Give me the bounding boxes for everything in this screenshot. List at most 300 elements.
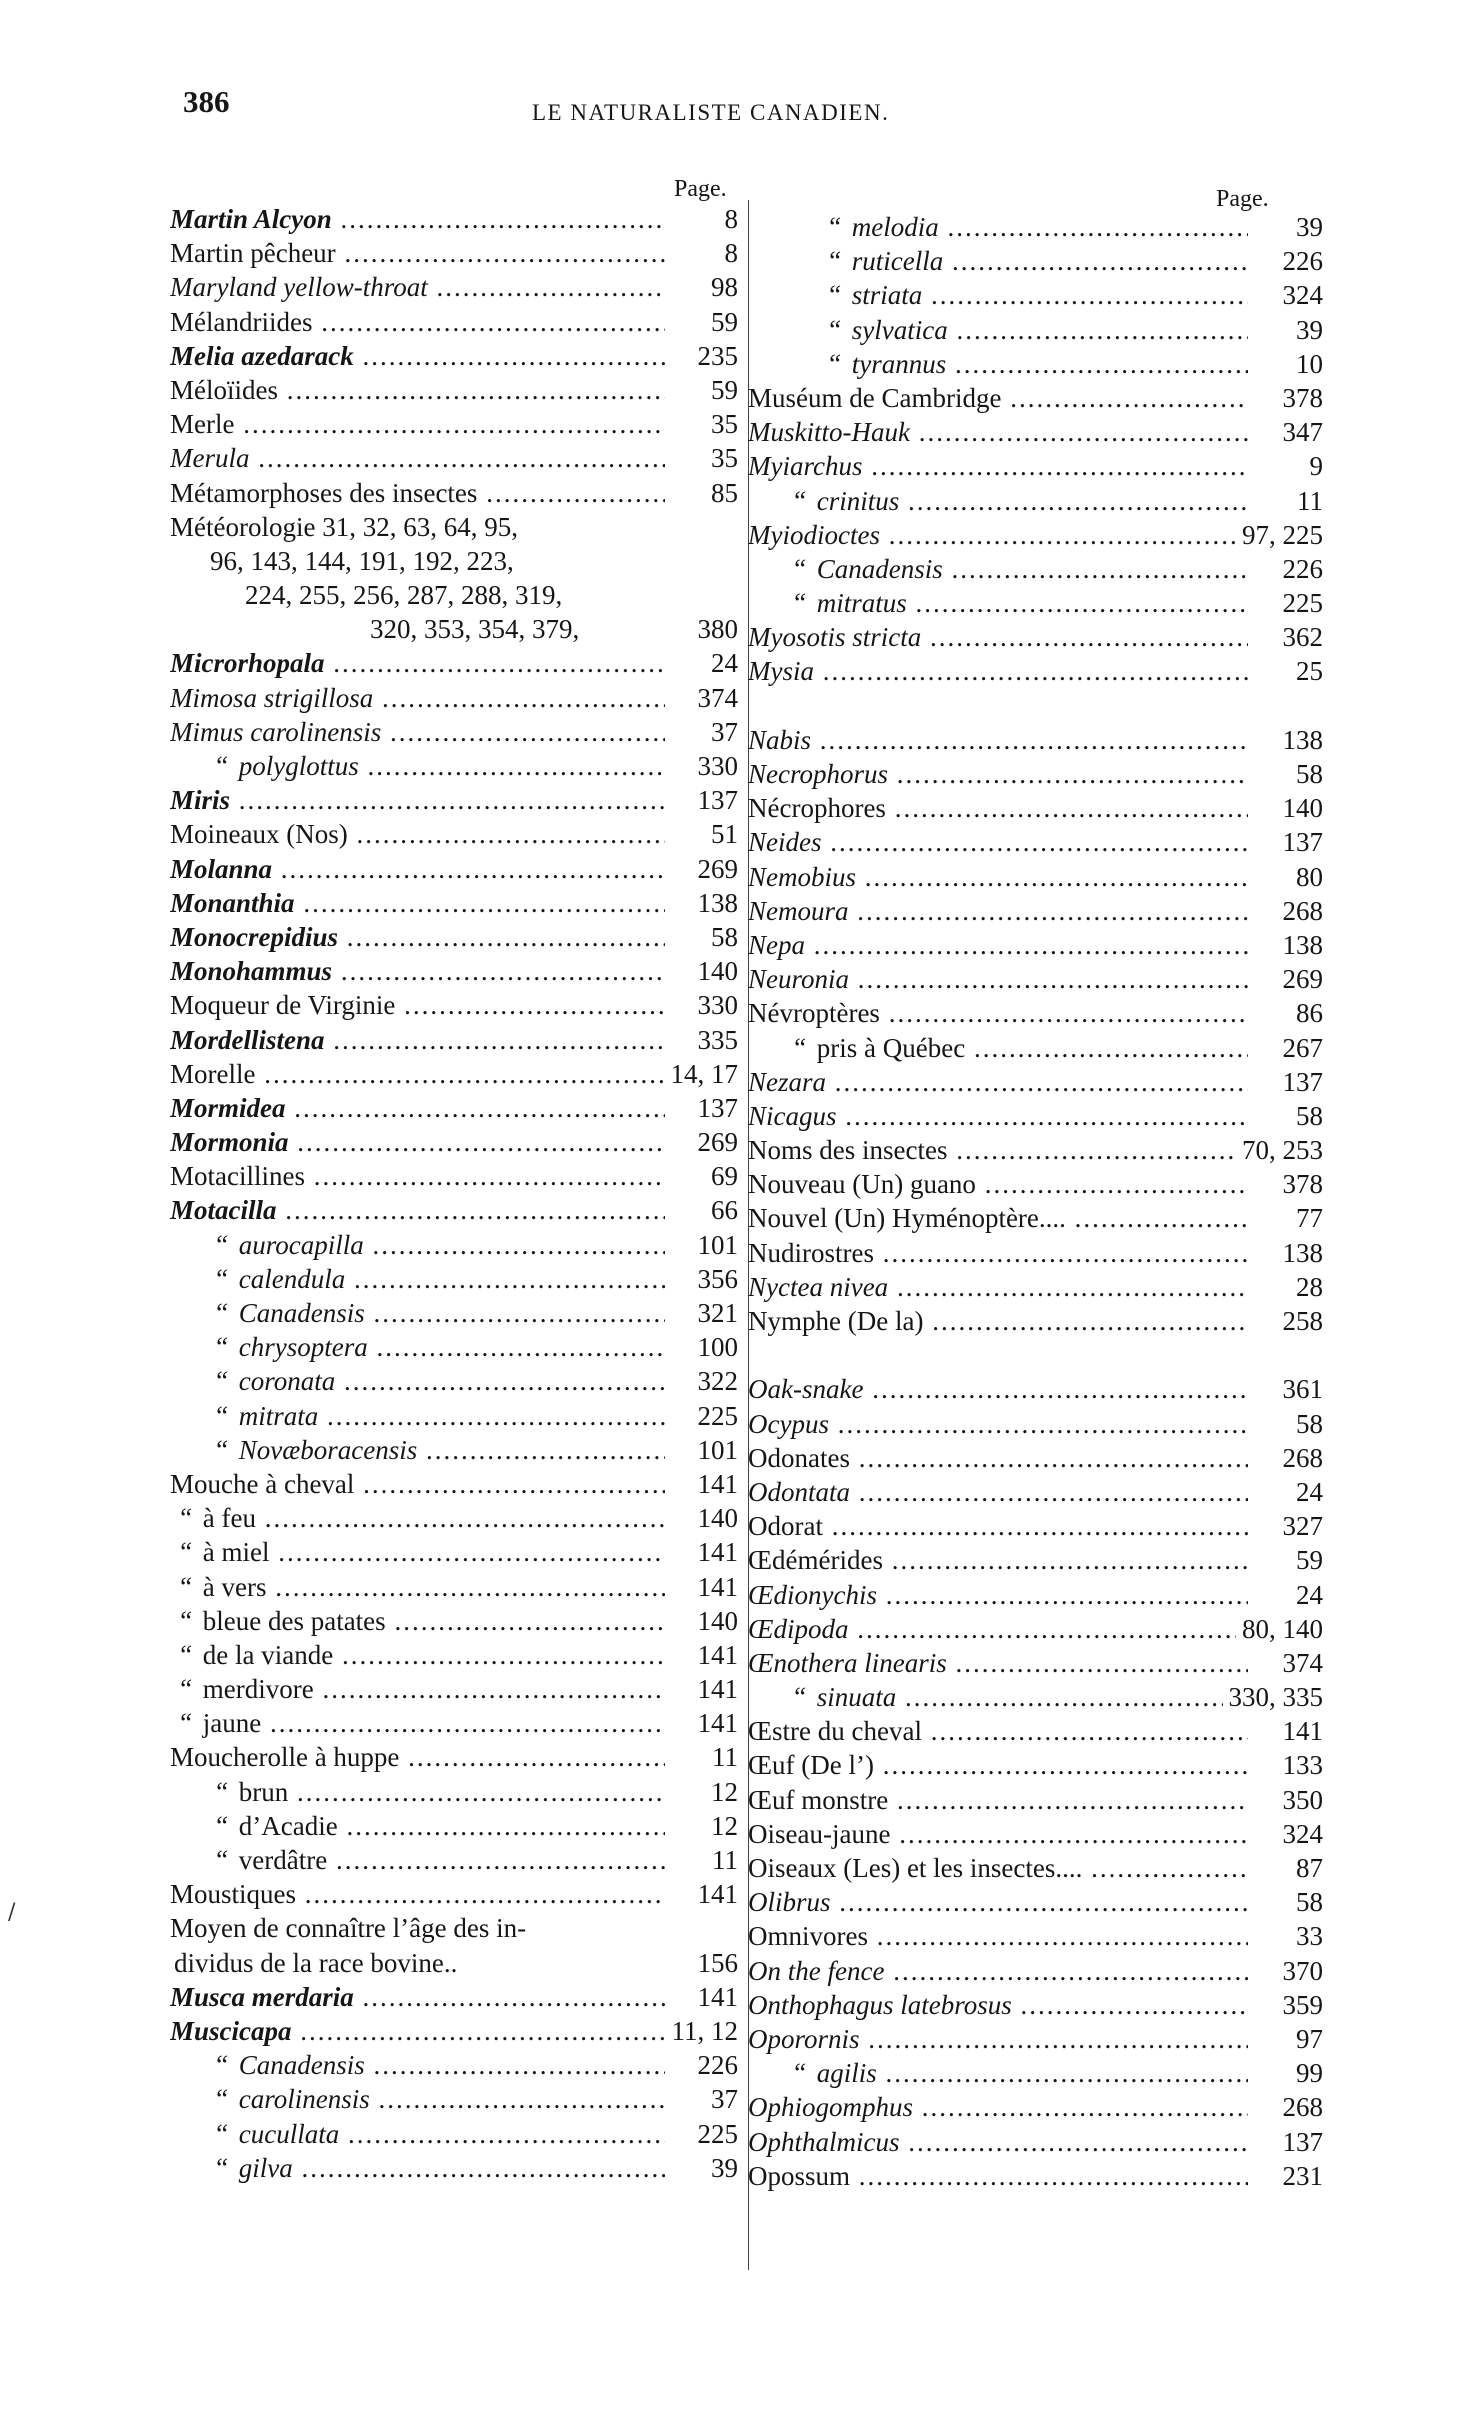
- index-entry: [748, 484, 1323, 518]
- index-term: [748, 552, 1248, 586]
- ditto-mark: “: [213, 1434, 229, 1465]
- index-entry: [170, 1399, 740, 1433]
- index-entry: [170, 715, 740, 749]
- index-entry: [170, 954, 740, 988]
- index-term-text: Moineaux (Nos): [170, 819, 348, 850]
- index-term-text: Névroptères: [748, 998, 880, 1029]
- index-term: [170, 1364, 665, 1398]
- index-entry: [170, 2117, 740, 2151]
- index-term-text: Merle: [170, 409, 235, 440]
- index-term: [748, 1372, 1248, 1406]
- index-term: [170, 1125, 665, 1159]
- index-entry: [748, 860, 1323, 894]
- index-term-text: mitrata: [238, 1400, 319, 1431]
- index-entry: [748, 1270, 1323, 1304]
- index-term: [170, 1740, 665, 1774]
- index-page-ref: 226: [692, 2048, 739, 2082]
- ditto-mark: “: [177, 1708, 193, 1739]
- index-term-text: Myosotis stricta: [748, 622, 922, 653]
- index-term-text: Odorat: [748, 1511, 823, 1542]
- index-page-ref: 11: [706, 1843, 738, 1877]
- index-term-text: Myiarchus: [748, 451, 863, 482]
- index-term-text: Olibrus: [748, 1887, 831, 1918]
- index-term-text: Œuf (De l’): [748, 1750, 874, 1781]
- index-entry: [170, 1433, 740, 1467]
- index-page-ref: 11: [1291, 484, 1323, 518]
- index-entry: [748, 689, 1323, 723]
- index-entry: [170, 202, 740, 236]
- index-term-text: Météorologie 31, 32, 63, 64, 95,: [170, 511, 518, 542]
- index-term: [170, 954, 665, 988]
- index-term: [170, 988, 665, 1022]
- index-term: [170, 1262, 665, 1296]
- index-entry: [170, 1877, 740, 1911]
- ditto-mark: “: [791, 588, 807, 619]
- index-page-ref: 335: [692, 1023, 739, 1057]
- index-term-text: mitratus: [816, 588, 907, 619]
- index-entry: [170, 476, 740, 510]
- index-term-text: de la viande: [202, 1639, 334, 1670]
- index-entry: [748, 1407, 1323, 1441]
- index-term: [170, 1946, 665, 1980]
- index-term-text: Nicagus: [748, 1100, 837, 1131]
- index-entry: [170, 544, 740, 578]
- index-entry: [748, 2022, 1323, 2056]
- index-term: [748, 1919, 1248, 1953]
- index-page-ref: 69: [705, 1159, 738, 1193]
- index-entry: [170, 1535, 740, 1569]
- index-term-text: crinitus: [816, 485, 900, 516]
- index-page-ref: 374: [692, 681, 739, 715]
- index-page-ref: 269: [692, 852, 739, 886]
- index-entry: [170, 646, 740, 680]
- index-page-ref: 66: [705, 1193, 738, 1227]
- ditto-mark: “: [826, 314, 842, 345]
- index-page-ref: 141: [692, 1980, 739, 2014]
- index-term: [748, 1817, 1248, 1851]
- margin-mark: /: [8, 1900, 16, 1925]
- index-term: [170, 681, 665, 715]
- index-term-text: Œdionychis: [748, 1579, 877, 1610]
- index-term: [170, 1775, 665, 1809]
- index-entry: [748, 928, 1323, 962]
- index-page-ref: 140: [692, 1604, 739, 1638]
- index-term: [170, 1193, 665, 1227]
- index-page-ref: 378: [1277, 381, 1324, 415]
- ditto-mark: “: [791, 1032, 807, 1063]
- index-entry: [170, 1262, 740, 1296]
- index-term-text: Novæboracensis: [238, 1434, 418, 1465]
- index-entry: [748, 278, 1323, 312]
- index-term-text: Nécrophores: [748, 793, 886, 824]
- index-entry: [748, 723, 1323, 757]
- index-term-text: Œdémérides: [748, 1545, 883, 1576]
- index-page-ref: 141: [692, 1535, 739, 1569]
- index-entry: [170, 852, 740, 886]
- index-term: [748, 996, 1248, 1030]
- index-page-ref: 39: [1290, 313, 1323, 347]
- ditto-mark: “: [791, 2058, 807, 2089]
- index-term-text: Ophthalmicus: [748, 2126, 900, 2157]
- index-term: [170, 1877, 665, 1911]
- index-term: [748, 1407, 1248, 1441]
- index-term-text: Martin pêcheur: [170, 238, 336, 269]
- index-term-text: Monohammus: [170, 956, 333, 987]
- ditto-mark: “: [213, 1845, 229, 1875]
- index-term: [748, 2022, 1248, 2056]
- index-entry: [748, 381, 1323, 415]
- index-term: [170, 1672, 665, 1706]
- index-term: [748, 484, 1248, 518]
- running-title: LE NATURALISTE CANADIEN.: [532, 100, 890, 125]
- index-term: [170, 1843, 665, 1877]
- index-term-text: Mormidea: [170, 1092, 286, 1123]
- ditto-mark: “: [791, 553, 807, 584]
- index-entry: [748, 1885, 1323, 1919]
- index-term: [170, 749, 665, 783]
- index-term: [748, 1441, 1248, 1475]
- index-page-ref: 80, 140: [1236, 1612, 1323, 1646]
- index-term-text: Opossum: [748, 2160, 851, 2191]
- index-page-ref: 85: [705, 476, 738, 510]
- index-entry: [170, 1980, 740, 2014]
- index-entry: [170, 1296, 740, 1330]
- index-term-text: Martin Alcyon: [170, 204, 332, 234]
- index-term-text: Nyctea nivea: [748, 1271, 889, 1302]
- index-term-text: sylvatica: [851, 314, 948, 345]
- index-entry: [170, 510, 740, 544]
- index-term: [748, 1954, 1248, 1988]
- index-term: [748, 1065, 1248, 1099]
- ditto-mark: “: [826, 212, 842, 242]
- index-term: [170, 1638, 665, 1672]
- ditto-mark: “: [213, 1810, 229, 1841]
- index-term: [748, 313, 1248, 347]
- index-term-text: Musca merdaria: [170, 1981, 354, 2012]
- index-term-text: Nepa: [748, 929, 805, 960]
- index-term: [748, 894, 1248, 928]
- index-term: [748, 415, 1248, 449]
- index-page-ref: 9: [1304, 449, 1324, 483]
- index-term: [170, 920, 665, 954]
- index-term: [170, 305, 665, 339]
- index-entry: [748, 1748, 1323, 1782]
- index-entry: [748, 1783, 1323, 1817]
- ditto-mark: “: [826, 246, 842, 277]
- index-term: [748, 1475, 1248, 1509]
- index-term-text: Moucherolle à huppe: [170, 1742, 400, 1773]
- index-entries-left: [170, 202, 740, 2185]
- index-term-text: Nouvel (Un) Hyménoptère....: [748, 1203, 1066, 1234]
- index-term: [748, 723, 1248, 757]
- index-term-text: ruticella: [851, 246, 944, 277]
- index-term: [748, 278, 1248, 312]
- index-term-text: Neides: [748, 827, 822, 858]
- index-entry: [170, 1706, 740, 1740]
- index-page-ref: 138: [692, 886, 739, 920]
- index-page-ref: 58: [705, 920, 738, 954]
- index-page-ref: 225: [692, 2117, 739, 2151]
- index-page-ref: 59: [1290, 1543, 1323, 1577]
- index-term-text: Métamorphoses des insectes: [170, 477, 478, 508]
- index-entry: [748, 1031, 1323, 1065]
- index-term: [170, 236, 665, 270]
- index-page-ref: 156: [692, 1946, 739, 1980]
- index-page-ref: 77: [1290, 1201, 1323, 1235]
- index-term-text: carolinensis: [238, 2084, 370, 2115]
- index-page-ref: 33: [1290, 1919, 1323, 1953]
- index-term-text: tyrannus: [851, 348, 947, 379]
- index-page-ref: 35: [705, 441, 738, 475]
- index-term-text: Nymphe (De la): [748, 1306, 924, 1336]
- index-entry: [748, 654, 1323, 688]
- index-term-text: Maryland yellow-throat: [170, 272, 428, 303]
- index-page-ref: 58: [1290, 757, 1323, 791]
- index-term-text: gilva: [238, 2152, 293, 2183]
- index-page-ref: 321: [692, 1296, 739, 1330]
- ditto-mark: “: [826, 280, 842, 311]
- index-entry: [748, 2125, 1323, 2159]
- index-page-ref: 268: [1277, 2090, 1324, 2124]
- index-entry: [748, 244, 1323, 278]
- index-term: [748, 1133, 1248, 1167]
- index-entry: [170, 1638, 740, 1672]
- index-term-text: Omnivores: [748, 1921, 868, 1952]
- index-term: [170, 852, 665, 886]
- ditto-mark: “: [213, 1229, 229, 1260]
- index-page-ref: 100: [692, 1330, 739, 1364]
- index-page-ref: 98: [705, 270, 738, 304]
- index-term: [748, 1578, 1248, 1612]
- index-term: [748, 1270, 1248, 1304]
- index-page-ref: 324: [1277, 278, 1324, 312]
- index-term-text: Monanthia: [170, 887, 295, 918]
- index-entry: [748, 1065, 1323, 1099]
- index-entry: [748, 1304, 1323, 1338]
- index-term-text: Molanna: [170, 853, 273, 884]
- index-entry: [748, 210, 1323, 244]
- index-term-text: Mélandriides: [170, 306, 313, 337]
- index-term: [748, 1851, 1248, 1885]
- index-term-text: Oiseaux (Les) et les insectes....: [748, 1853, 1083, 1883]
- index-term-text: cucullata: [238, 2118, 340, 2149]
- index-entry: [748, 1612, 1323, 1646]
- index-term: [748, 2159, 1248, 2193]
- index-term: [748, 791, 1248, 825]
- index-page-ref: 11: [706, 1740, 738, 1774]
- index-entry: [170, 236, 740, 270]
- index-term: [748, 654, 1248, 688]
- index-entry: [748, 1714, 1323, 1748]
- index-term: [170, 1706, 665, 1740]
- index-page-ref: 141: [692, 1706, 739, 1740]
- index-entry: [170, 886, 740, 920]
- index-page-ref: 37: [705, 2082, 738, 2116]
- index-entries-right: [748, 210, 1323, 2193]
- index-entry: [170, 988, 740, 1022]
- index-term: [170, 1023, 665, 1057]
- index-entry: [170, 2151, 740, 2185]
- index-term: [170, 1296, 665, 1330]
- index-term: [748, 1680, 1248, 1714]
- index-entry: [748, 996, 1323, 1030]
- index-term-text: agilis: [816, 2058, 877, 2089]
- index-page-ref: 59: [705, 373, 738, 407]
- index-term: [170, 1159, 665, 1193]
- index-entry: [170, 270, 740, 304]
- index-term: [170, 1433, 665, 1467]
- index-term: [170, 1467, 665, 1501]
- ditto-mark: “: [213, 751, 229, 781]
- index-term: [170, 1399, 665, 1433]
- index-page-ref: 133: [1277, 1748, 1324, 1782]
- index-term-text: striata: [851, 280, 923, 311]
- index-term-text: Odonates: [748, 1442, 850, 1473]
- index-term-text: chrysoptera: [238, 1332, 368, 1363]
- index-term-text: Nezara: [748, 1066, 827, 1097]
- index-term: [170, 441, 665, 475]
- index-term-text: Ophiogomphus: [748, 2092, 914, 2123]
- index-entry: [170, 612, 740, 646]
- ditto-mark: “: [213, 1366, 229, 1397]
- page-number: 386: [183, 84, 230, 119]
- index-entry: [170, 373, 740, 407]
- index-entry: [748, 1509, 1323, 1543]
- index-entry: [170, 407, 740, 441]
- index-page-ref: 97: [1290, 2022, 1323, 2056]
- index-page-ref: 99: [1290, 2056, 1323, 2090]
- index-entry: [748, 791, 1323, 825]
- index-page-ref: 138: [1277, 723, 1324, 757]
- index-term: [748, 2125, 1248, 2159]
- index-entry: [170, 1740, 740, 1774]
- index-entry: [170, 1467, 740, 1501]
- index-page-ref: 137: [1277, 1065, 1324, 1099]
- index-term-text: Muséum de Cambridge: [748, 382, 1002, 413]
- index-term: [170, 715, 665, 749]
- index-page-ref: 356: [692, 1262, 739, 1296]
- index-entry: [748, 1372, 1323, 1406]
- index-term: [748, 1988, 1248, 2022]
- index-page-ref: 58: [1290, 1885, 1323, 1919]
- index-term: [748, 825, 1248, 859]
- index-term-text: verdâtre: [238, 1845, 328, 1875]
- index-term-text: Myiodioctes: [748, 519, 880, 550]
- index-entry: [170, 339, 740, 373]
- index-entry: [170, 578, 740, 612]
- index-entry: [170, 1159, 740, 1193]
- index-page-ref: 269: [1277, 962, 1324, 996]
- index-page-ref: 267: [1277, 1031, 1324, 1065]
- index-entry: [170, 749, 740, 783]
- index-page-ref: 51: [705, 817, 738, 851]
- index-term: [748, 1099, 1248, 1133]
- index-page-ref: 138: [1277, 928, 1324, 962]
- ditto-mark: “: [177, 1605, 193, 1636]
- index-term: [170, 2151, 665, 2185]
- index-term-text: polyglottus: [238, 751, 359, 781]
- index-entry: [170, 1330, 740, 1364]
- index-entry: [170, 441, 740, 475]
- index-term: [170, 2014, 665, 2048]
- index-entry: [748, 757, 1323, 791]
- index-entry: [170, 1946, 740, 1980]
- index-entry: [748, 1475, 1323, 1509]
- index-term-text: Mouche à cheval: [170, 1468, 355, 1499]
- index-term-text: Nabis: [748, 724, 812, 755]
- index-page-ref: 362: [1277, 620, 1324, 654]
- index-entry: [748, 586, 1323, 620]
- index-term: [748, 1236, 1248, 1270]
- index-page-ref: 330: [692, 749, 739, 783]
- index-page-ref: 140: [692, 954, 739, 988]
- page-column-label: Page.: [1216, 186, 1269, 212]
- index-term: [748, 1748, 1248, 1782]
- index-page-ref: 12: [705, 1809, 738, 1843]
- ditto-mark: “: [177, 1537, 193, 1568]
- index-term: [170, 1604, 665, 1638]
- index-entry: [748, 2090, 1323, 2124]
- index-page-ref: 12: [705, 1775, 738, 1809]
- index-page-ref: 39: [705, 2151, 738, 2185]
- index-page-ref: 70, 253: [1236, 1133, 1323, 1167]
- index-term-text: Monocrepidius: [170, 921, 339, 952]
- index-term-text: d’Acadie: [238, 1810, 338, 1841]
- index-term-text: Nemoura: [748, 895, 849, 926]
- index-term-text: Mimosa strigillosa: [170, 682, 374, 713]
- index-term: [170, 1911, 665, 1945]
- index-entry: [170, 1570, 740, 1604]
- index-entry: [748, 1201, 1323, 1235]
- index-term-text: Œnothera linearis: [748, 1647, 947, 1678]
- index-term-text: brun: [238, 1776, 289, 1807]
- index-term-text: Oporornis: [748, 2023, 860, 2054]
- ditto-mark: “: [213, 2152, 229, 2183]
- ditto-mark: “: [213, 1400, 229, 1431]
- index-term-text: Canadensis: [238, 2050, 365, 2081]
- ditto-mark: “: [213, 1776, 229, 1807]
- index-term-text: On the fence: [748, 1955, 885, 1986]
- index-term: [170, 1057, 665, 1091]
- index-term: [170, 2048, 665, 2082]
- index-page-ref: 101: [692, 1433, 739, 1467]
- index-entry: [748, 962, 1323, 996]
- index-term-text: Mormonia: [170, 1127, 289, 1158]
- index-entry: [748, 1680, 1323, 1714]
- index-term-text: Oiseau-jaune: [748, 1818, 891, 1849]
- index-term-text: Oak-snake: [748, 1374, 864, 1405]
- index-entry: [748, 518, 1323, 552]
- index-page-ref: 59: [705, 305, 738, 339]
- index-page-ref: 140: [1277, 791, 1324, 825]
- index-page-ref: 25: [1290, 654, 1323, 688]
- index-page-ref: 11, 12: [666, 2014, 739, 2048]
- index-page-ref: 24: [1290, 1475, 1323, 1509]
- index-term: [748, 928, 1248, 962]
- index-term-text: Mimus carolinensis: [170, 716, 382, 747]
- index-page-ref: 258: [1277, 1304, 1324, 1338]
- ditto-mark: “: [177, 1639, 193, 1670]
- index-term: [748, 1167, 1248, 1201]
- index-page-ref: 380: [692, 612, 739, 646]
- index-page-ref: 101: [692, 1228, 739, 1262]
- index-term: [748, 1885, 1248, 1919]
- index-page-ref: 137: [1277, 2125, 1324, 2159]
- index-page-ref: 226: [1277, 552, 1324, 586]
- index-entry: [748, 1988, 1323, 2022]
- index-page-ref: 235: [692, 339, 739, 373]
- index-term: [170, 817, 665, 851]
